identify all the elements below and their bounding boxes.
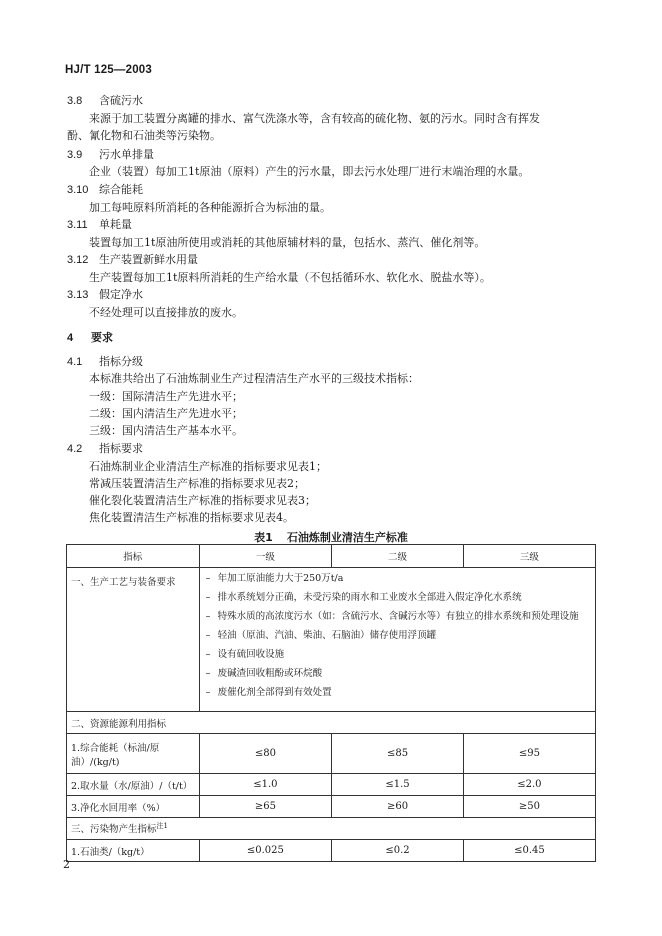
column-header-indicator: 指标 [67, 545, 200, 568]
section-number: 3.8 [67, 95, 83, 107]
cell-level-1: ≤1.0 [199, 774, 332, 796]
section-4-2-line: 焦化装置清洁生产标准的指标要求见表4。 [89, 511, 294, 524]
list-item: – 特殊水质的高浓度污水（如：含硫污水、含碱污水等）有独立的排水系统和预处理设施 [204, 610, 591, 624]
clean-production-standard-table [66, 544, 596, 862]
table-row [67, 840, 596, 862]
section-title: 假定净水 [99, 288, 143, 301]
section-label [67, 818, 596, 840]
section-title: 污水单排量 [99, 148, 154, 161]
section-title: 指标分级 [99, 355, 143, 368]
list-item: – 废催化剂全部得到有效处置 [204, 686, 591, 700]
section-4-1-heading [67, 354, 143, 370]
section-4-2-line: 石油炼制业企业清洁生产标准的指标要求见表1； [89, 460, 327, 473]
list-item: – 设有硫回收设施 [204, 648, 591, 662]
section-3-12-body: 生产装置每加工1t原料所消耗的生产给水量（不包括循环水、软化水、脱盐水等）。 [89, 271, 491, 284]
section-3-8-heading [67, 93, 143, 109]
row-label: 一、生产工艺与装备要求 [67, 568, 200, 712]
section-title: 含硫污水 [99, 94, 143, 107]
row-label: 1.石油类/（kg/t） [67, 840, 200, 862]
table-row-section-heading [67, 712, 596, 734]
row-label: 1.综合能耗（标油/原油）/(kg/t) [67, 734, 200, 774]
section-title: 单耗量 [99, 218, 132, 231]
section-4-2-line: 催化裂化装置清洁生产标准的指标要求见表3； [89, 494, 316, 507]
cell-level-2: ≤0.2 [332, 840, 464, 862]
section-title: 指标要求 [99, 442, 143, 455]
cell-level-2: ≥60 [332, 796, 464, 818]
requirements-list [204, 570, 591, 709]
section-3-9-heading [67, 147, 154, 163]
section-3-8-body-line1: 来源于加工装置分离罐的排水、富气洗涤水等，含有较高的硫化物、氨的污水。同时含有挥发 [89, 112, 540, 125]
cell-level-3: ≤0.45 [463, 840, 595, 862]
section-3-11-body: 装置每加工1t原油所使用或消耗的其他原辅材料的量，包括水、蒸汽、催化剂等。 [89, 236, 486, 249]
section-number: 3.11 [67, 219, 88, 231]
table-title [0, 529, 662, 545]
standard-code: HJ/T 125—2003 [65, 64, 152, 76]
section-title: 综合能耗 [99, 183, 143, 196]
section-4-1-line: 一级：国际清洁生产先进水平； [89, 390, 243, 403]
list-item: – 废碱渣回收粗酚或环烷酸 [204, 667, 591, 681]
list-item: – 轻油（原油、汽油、柴油、石脑油）储存使用浮顶罐 [204, 629, 591, 643]
cell-level-3: ≥50 [463, 796, 595, 818]
table-row-section-heading [67, 818, 596, 840]
cell-level-3: ≤2.0 [463, 774, 595, 796]
section-3-9-body: 企业（装置）每加工1t原油（原料）产生的污水量，即去污水处理厂进行末端治理的水量。 [89, 165, 530, 178]
column-header-level-3: 三级 [463, 545, 595, 568]
table-header-row [67, 545, 596, 568]
section-title: 生产装置新鲜水用量 [99, 253, 198, 266]
requirements-cell [199, 568, 595, 712]
page-number: 2 [63, 858, 70, 871]
section-3-13-heading [67, 287, 143, 303]
cell-level-3: ≤95 [463, 734, 595, 774]
table-row-process-equipment [67, 568, 596, 712]
section-4-1-line: 二级：国内清洁生产先进水平； [89, 407, 243, 420]
section-number: 3.13 [67, 289, 89, 301]
table-row [67, 796, 596, 818]
row-label: 3.净化水回用率（%） [67, 796, 200, 818]
section-3-11-heading [67, 217, 132, 233]
section-4-2-line: 常减压装置清洁生产标准的指标要求见表2； [89, 477, 305, 490]
section-number: 4.1 [67, 356, 83, 368]
table-caption: 石油炼制业清洁生产标准 [286, 531, 408, 544]
section-3-8-body-line2: 酚、氰化物和石油类等污染物。 [67, 129, 221, 142]
table-number: 表1 [254, 531, 273, 544]
section-4-heading [67, 330, 113, 346]
list-item: – 排水系统划分正确，未受污染的雨水和工业废水全部进入假定净化水系统 [204, 591, 591, 605]
section-4-1-line: 本标准共给出了石油炼制业生产过程清洁生产水平的三级技术指标： [89, 372, 419, 385]
section-4-2-heading [67, 441, 143, 457]
section-number: 3.10 [67, 184, 89, 196]
cell-level-1: ≤80 [199, 734, 332, 774]
cell-level-2: ≤85 [332, 734, 464, 774]
section-label: 二、资源能源利用指标 [67, 712, 596, 734]
section-4-1-line: 三级：国内清洁生产基本水平。 [89, 424, 243, 437]
section-title: 要求 [91, 331, 113, 344]
column-header-level-1: 一级 [199, 545, 332, 568]
footnote-marker: 注1 [156, 822, 168, 831]
table-row [67, 734, 596, 774]
section-3-13-body: 不经处理可以直接排放的废水。 [89, 306, 243, 319]
column-header-level-2: 二级 [332, 545, 464, 568]
table-row [67, 774, 596, 796]
section-number: 3.12 [67, 254, 89, 266]
section-3-12-heading [67, 252, 198, 268]
cell-level-2: ≤1.5 [332, 774, 464, 796]
row-label: 2.取水量（水/原油）/（t/t） [67, 774, 200, 796]
cell-level-1: ≥65 [199, 796, 332, 818]
section-3-10-heading [67, 182, 143, 198]
section-number: 4 [67, 332, 74, 344]
section-number: 3.9 [67, 149, 83, 161]
cell-level-1: ≤0.025 [199, 840, 332, 862]
list-item: – 年加工原油能力大于250万t/a [204, 572, 591, 586]
section-number: 4.2 [67, 443, 83, 455]
section-3-10-body: 加工每吨原料所消耗的各种能源折合为标油的量。 [89, 201, 331, 214]
section-label-text: 三、污染物产生指标 [71, 824, 157, 836]
